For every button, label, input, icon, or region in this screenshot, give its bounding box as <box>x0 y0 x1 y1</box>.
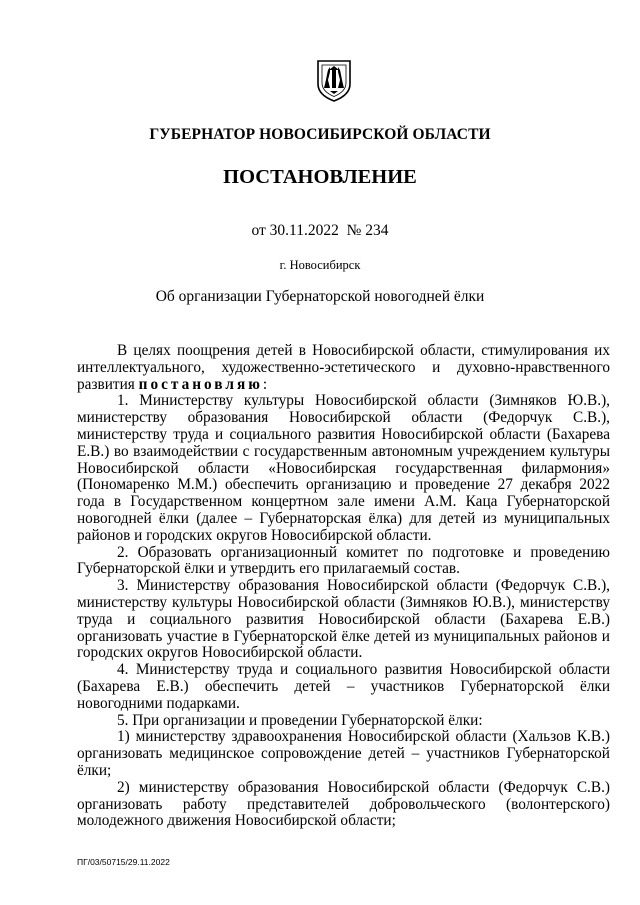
preamble-paragraph <box>77 343 610 393</box>
document-city: г. Новосибирск <box>279 258 361 272</box>
document-date-number: от 30.11.2022 № 234 <box>251 222 389 239</box>
paragraph-item-2: 2. Образовать организационный комитет по подготовке и проведению Губернаторской ёлки и утвердить его прилагаемый состав. <box>77 543 610 578</box>
paragraph-subitem-5-2: 2) министерству образования Новосибирской области (Федорчук С.В.) организовать работу представителей добровольческого (волонтерского) молодежного движения Новосибирской области; <box>77 778 610 830</box>
document-type-title: ПОСТАНОВЛЕНИЕ <box>223 166 417 188</box>
preamble-keyword: постановляю <box>138 375 263 393</box>
preamble-end: : <box>262 375 268 393</box>
paragraph-item-5: 5. При организации и проведении Губернаторской ёлки: <box>117 711 483 729</box>
paragraph-item-3: 3. Министерству образования Новосибирской области (Федорчук С.В.), министерству культуры Новосибирской области (Зимняков Ю.В.), министерству труда и социального развития Новосибирской области (Бахарева Е.В.) организовать участие в Губернаторской ёлке детей из муниципальных районов и городских округов Новосибирской области. <box>77 577 610 662</box>
document-body <box>77 343 610 830</box>
coat-of-arms-emblem <box>315 58 353 102</box>
document-subject: Об организации Губернаторской новогодней ёлки <box>155 288 485 305</box>
paragraph-item-4: 4. Министерству труда и социального развития Новосибирской области (Бахарева Е.В.) обеспечить детей – участников Губернаторской ёлки новогодними подарками. <box>77 661 610 712</box>
paragraph-item-1: 1. Министерству культуры Новосибирской области (Зимняков Ю.В.), министерству образования Новосибирской области (Федорчук С.В.), министерству труда и социального развития Новосибирской области (Бахарева Е.В.) во взаимодействии с государственным автономным учреждением культуры Новосибирской области «Новосибирская государственная филармония» (Пономаренко М.М.) обеспечить организацию и проведение 27 декабря 2022 года в Государственном концертном зале имени А.М. Каца Губернаторской новогодней ёлки (далее – Губернаторская ёлка) для детей из муниципальных районов и городских округов Новосибирской области. <box>77 392 610 544</box>
authority-title: ГУБЕРНАТОР НОВОСИБИРСКОЙ ОБЛАСТИ <box>149 126 491 143</box>
paragraph-subitem-5-1: 1) министерству здравоохранения Новосибирской области (Хальзов К.В.) организовать медицинское сопровождение детей – участников Губернаторской ёлки; <box>77 728 610 779</box>
preamble-text: В целях поощрения детей в Новосибирской области, стимулирования их интеллектуального, художественно-эстетического и духовно-нравственного развития <box>77 342 610 393</box>
document-footer-code: ПГ/03/50715/29.11.2022 <box>77 857 170 867</box>
